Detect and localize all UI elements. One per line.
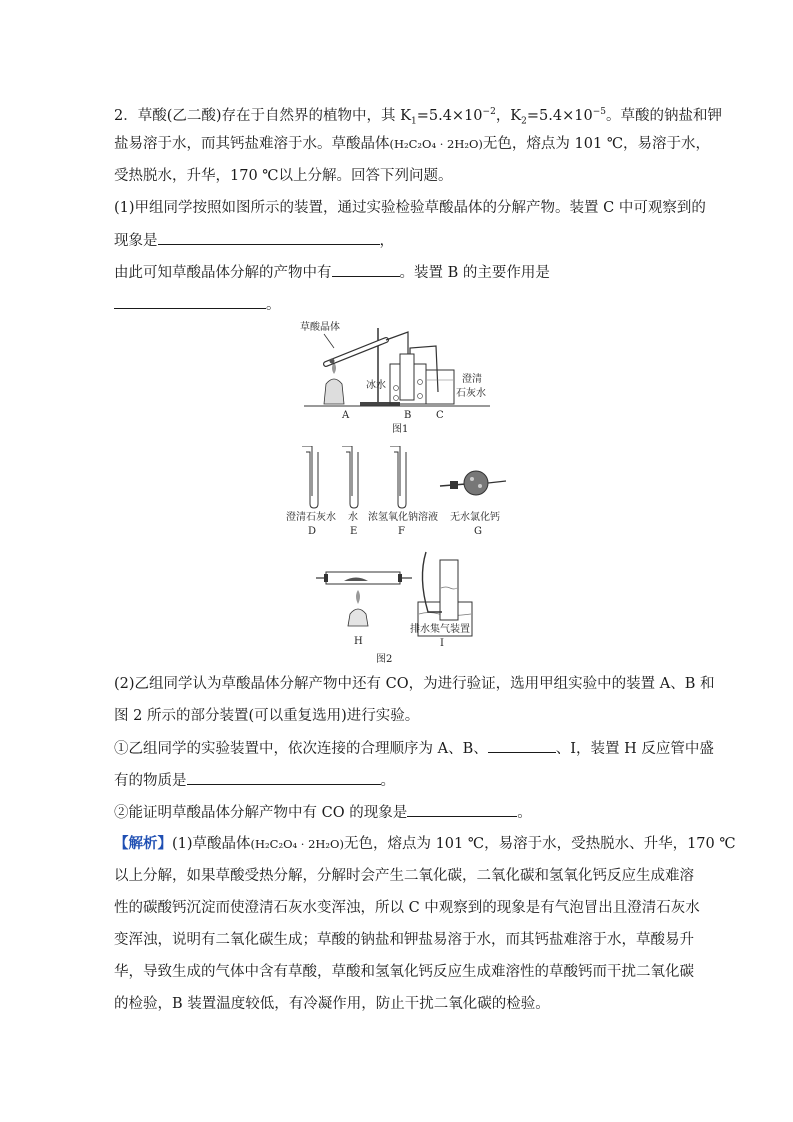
gas-jar-i	[440, 560, 458, 620]
analysis-line-1	[114, 834, 736, 854]
analysis-formula: (H₂C₂O₄ · 2H₂O)	[250, 837, 344, 851]
p3-text-a: ①乙组同学的实验装置中，依次连接的合理顺序为 A、B、	[114, 741, 488, 757]
letter-f: F	[398, 526, 405, 537]
q6-text-b: 。装置 B 的主要作用是	[399, 265, 550, 281]
analysis-line-3: 性的碳酸钙沉淀而使澄清石灰水变浑浊，所以 C 中观察到的现象是有气泡冒出且澄清石灰水	[114, 900, 700, 916]
p4-text-b: 。	[380, 773, 395, 789]
crystal-pointer	[324, 334, 334, 348]
figure-2-caption: 图2	[376, 654, 393, 665]
figure-1-caption: 图1	[392, 424, 409, 435]
alcohol-lamp	[324, 379, 344, 404]
q1-text-c: 。草酸的钠盐和钾	[605, 107, 722, 124]
k1-value: =5.4×10	[416, 107, 483, 124]
letter-h: H	[354, 636, 363, 647]
crystal-sample	[330, 359, 335, 364]
part2-line-5	[114, 802, 532, 823]
question-line-4: (1)甲组同学按照如图所示的装置，通过实验检验草酸晶体的分解产物。装置 C 中可观察到的	[114, 200, 706, 216]
analysis-line-2: 以上分解，如果草酸受热分解，分解时会产生二氧化碳，二氧化碳和氢氧化钙反应生成难溶	[114, 868, 694, 884]
analysis-line-4: 变浑浊，说明有二氧化碳生成；草酸的钠盐和钾盐易溶于水，而其钙盐难溶于水，草酸易升	[114, 932, 694, 948]
q6-text-a: 由此可知草酸晶体分解的产物中有	[114, 265, 332, 281]
k1-subscript: 1	[410, 116, 417, 127]
letter-b: B	[404, 410, 412, 421]
question-line-1	[114, 102, 722, 132]
drying-tube-outlet	[488, 481, 506, 483]
label-f: 浓氢氧化钠溶液	[368, 512, 438, 523]
answer-blank-c-phenomenon[interactable]	[158, 230, 380, 245]
a1-text-b: 无色，熔点为 101 ℃，易溶于水，受热脱水、升华，170 ℃	[343, 836, 736, 852]
letter-g: G	[474, 526, 482, 537]
question-line-5	[114, 230, 394, 251]
letter-c: C	[436, 410, 444, 421]
letter-i: I	[440, 638, 444, 649]
answer-blank-product[interactable]	[332, 262, 400, 277]
analysis-line-5: 华，导致生成的气体中含有草酸，草酸和氢氧化钙反应生成难溶性的草酸钙而干扰二氧化碳	[114, 964, 694, 980]
label-oxalic-crystal: 草酸晶体	[300, 322, 340, 333]
question-line-2	[114, 134, 710, 154]
letter-a: A	[342, 410, 350, 421]
k2-value: =5.4×10	[526, 107, 593, 124]
q7-text: 。	[266, 297, 281, 313]
oxalic-formula: (H₂C₂O₄ · 2H₂O)	[389, 137, 483, 151]
a1-text-a: (1)草酸晶体	[172, 836, 251, 852]
question-line-7	[114, 294, 281, 315]
part2-line-3	[114, 738, 714, 759]
label-i: 排水集气装置	[410, 624, 470, 635]
p5-text-b: 。	[517, 805, 532, 821]
answer-blank-h-substance[interactable]	[187, 770, 381, 785]
label-ice-water: 冰水	[366, 380, 386, 391]
p4-text-a: 有的物质是	[114, 773, 187, 789]
label-e: 水	[348, 512, 358, 523]
q5-text-b: ，	[379, 233, 394, 249]
k1-exponent: −2	[482, 107, 496, 117]
label-limewater: 石灰水	[456, 388, 486, 399]
q2-text-a: 盐易溶于水，而其钙盐难溶于水。草酸晶体	[114, 136, 390, 152]
beaker-c	[426, 370, 454, 404]
analysis-line-6: 的检验，B 装置温度较低，有冷凝作用，防止干扰二氧化碳的检验。	[114, 996, 550, 1012]
figure-2-row-1	[282, 446, 512, 538]
answer-blank-b-role[interactable]	[114, 294, 266, 309]
question-line-6	[114, 262, 550, 283]
label-d: 澄清石灰水	[286, 512, 336, 523]
tube-b	[400, 354, 414, 400]
part2-line-4	[114, 770, 395, 791]
q5-text-a: 现象是	[114, 233, 158, 249]
letter-e: E	[350, 526, 358, 537]
q2-text-b: 无色，熔点为 101 ℃，易溶于水，	[482, 136, 711, 152]
figure-1-apparatus	[290, 318, 505, 436]
alcohol-lamp-h	[348, 609, 368, 626]
drying-bulb-g	[464, 471, 488, 495]
analysis-tag: 【解析】	[114, 835, 172, 852]
q1-text-b: ，K	[495, 107, 522, 124]
label-g: 无水氯化钙	[450, 512, 500, 523]
k2-subscript: 2	[521, 116, 527, 127]
k2-exponent: −5	[592, 107, 606, 117]
reaction-tube-h	[326, 572, 400, 584]
p5-text-a: ②能证明草酸晶体分解产物中有 CO 的现象是	[114, 805, 408, 821]
figure-2-row-2	[314, 548, 494, 668]
answer-blank-order[interactable]	[488, 738, 556, 753]
part2-line-2: 图 2 所示的部分装置(可以重复选用)进行实验。	[114, 708, 420, 724]
p3-text-b: 、I，装置 H 反应管中盛	[555, 741, 714, 757]
part2-line-1: (2)乙组同学认为草酸晶体分解产物中还有 CO，为进行验证，选用甲组实验中的装置 A、B 和	[114, 676, 715, 692]
letter-d: D	[308, 526, 317, 537]
answer-blank-co-evidence[interactable]	[407, 802, 517, 817]
label-clear: 澄清	[462, 374, 482, 385]
question-line-3: 受热脱水，升华，170 ℃以上分解。回答下列问题。	[114, 168, 453, 184]
q1-text-a: 2．草酸(乙二酸)存在于自然界的植物中，其 K	[114, 107, 411, 124]
